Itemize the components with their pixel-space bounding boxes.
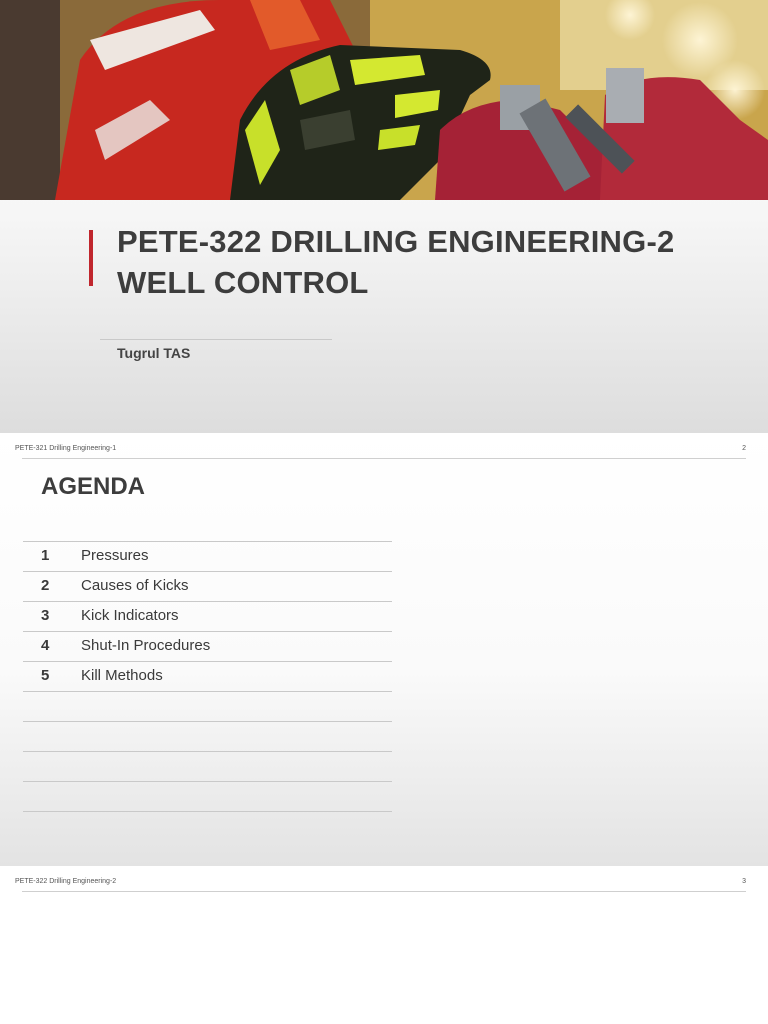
agenda-table: [23, 541, 392, 812]
agenda-row: [23, 571, 392, 601]
header-divider: [22, 458, 746, 459]
author-divider: [100, 339, 332, 340]
agenda-slide: [0, 433, 768, 866]
title-slide: [0, 0, 768, 433]
agenda-row-label: Pressures: [81, 547, 149, 564]
agenda-row: [23, 661, 392, 691]
title-accent-bar: [89, 230, 93, 286]
slide-page-number: 3: [742, 878, 746, 885]
agenda-row: [23, 631, 392, 661]
presentation-title: [117, 221, 737, 303]
agenda-row-number: 2: [41, 577, 50, 594]
agenda-row-label: Kill Methods: [81, 667, 163, 684]
agenda-row: [23, 541, 392, 571]
agenda-row-number: 5: [41, 667, 50, 684]
header-divider: [22, 891, 746, 892]
agenda-row-empty: [23, 751, 392, 781]
agenda-row-label: Shut-In Procedures: [81, 637, 211, 654]
author-name: Tugrul TAS: [117, 345, 191, 361]
slide-page-number: 2: [742, 445, 746, 452]
agenda-row-label: Causes of Kicks: [81, 577, 189, 594]
content-slide: [0, 866, 768, 1024]
agenda-row-number: 3: [41, 607, 50, 624]
hero-photo: [0, 0, 768, 200]
slide-header-course: PETE-322 Drilling Engineering-2: [15, 878, 117, 885]
agenda-row-empty: [23, 691, 392, 721]
title-line-1: PETE-322 DRILLING ENGINEERING-2: [117, 224, 675, 259]
title-line-2: WELL CONTROL: [117, 265, 369, 300]
agenda-heading: AGENDA: [41, 473, 146, 500]
agenda-row-number: 4: [41, 637, 50, 654]
slide-header-course: PETE-321 Drilling Engineering-1: [15, 445, 117, 452]
agenda-row-empty: [23, 781, 392, 812]
agenda-row-label: Kick Indicators: [81, 607, 179, 624]
agenda-row: [23, 601, 392, 631]
worker-glove-drilling-photo: [0, 0, 768, 200]
agenda-row-empty: [23, 721, 392, 751]
agenda-row-number: 1: [41, 547, 50, 564]
